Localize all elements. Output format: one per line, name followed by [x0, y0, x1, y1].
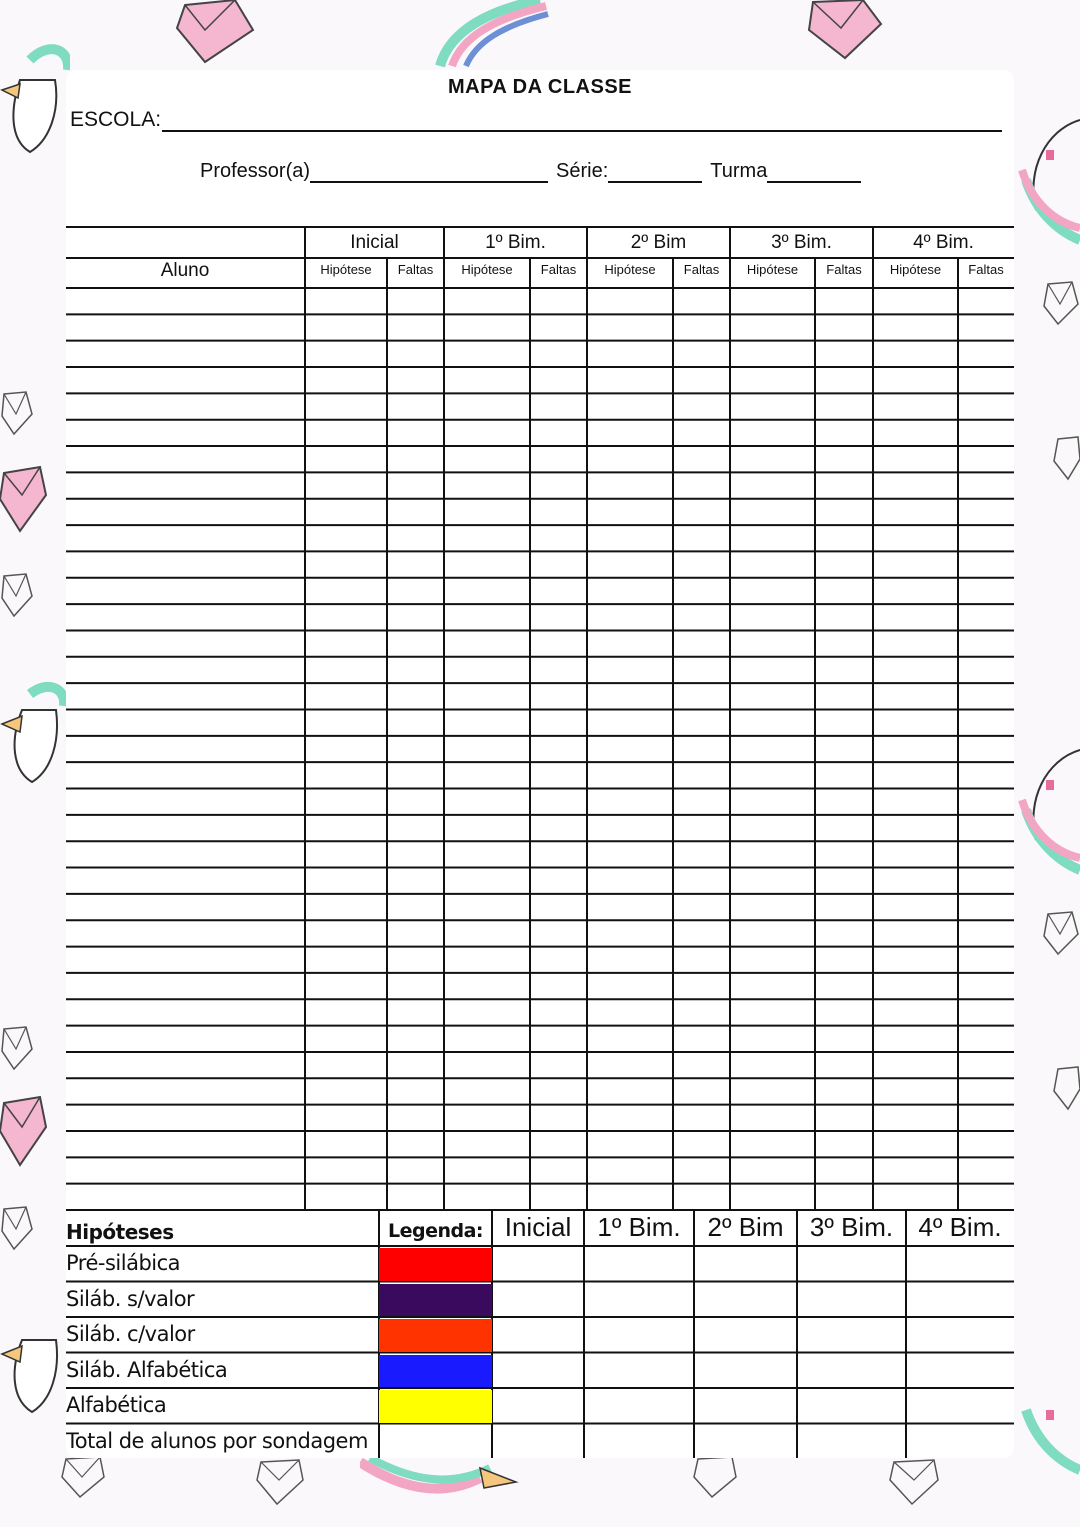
- crystal-icon: [0, 572, 34, 618]
- hypothesis-label: Siláb. c/valor: [66, 1322, 195, 1346]
- period-header: Inicial: [350, 232, 399, 253]
- legend-period-header: Inicial: [504, 1212, 572, 1242]
- period-header: 1º Bim.: [485, 232, 546, 253]
- hypothesis-label: Pré-silábica: [66, 1251, 181, 1275]
- escola-field-line[interactable]: [162, 130, 1002, 132]
- crystal-icon: [255, 1458, 305, 1506]
- serie-label: Série:: [556, 160, 609, 182]
- period-header: 4º Bim.: [913, 232, 974, 253]
- diamond-icon: [805, 0, 885, 60]
- legenda-header: Legenda:: [387, 1220, 484, 1242]
- hipotese-subheader: Hipótese: [889, 262, 942, 277]
- crystal-icon: [1052, 1065, 1080, 1111]
- crystal-icon: [888, 1458, 940, 1506]
- hypothesis-label: Siláb. Alfabética: [66, 1357, 228, 1382]
- crystal-icon: [1042, 280, 1080, 326]
- class-map-sheet: [66, 70, 1014, 1458]
- page-title: MAPA DA CLASSE: [447, 76, 633, 98]
- legend-period-header: 1º Bim.: [597, 1212, 681, 1242]
- faltas-subheader: Faltas: [826, 262, 862, 277]
- hypothesis-label: Alfabética: [66, 1393, 167, 1417]
- crystal-icon: [692, 1455, 738, 1499]
- unicorn-icon: [0, 680, 66, 790]
- crystal-icon: [1052, 435, 1080, 481]
- unicorn-icon: [360, 1458, 520, 1508]
- unicorn-icon: [1016, 110, 1080, 250]
- crystal-icon: [0, 1205, 34, 1251]
- crystal-icon: [0, 390, 34, 436]
- aluno-header: Aluno: [160, 260, 210, 281]
- hipotese-subheader: Hipótese: [461, 262, 513, 277]
- legend-table-grid: [66, 1210, 1014, 1458]
- legend-color-swatch: [379, 1390, 492, 1423]
- crystal-icon: [60, 1455, 106, 1499]
- teacher-info-row: [200, 160, 861, 183]
- unicorn-icon: [1016, 740, 1080, 880]
- hipotese-subheader: Hipótese: [604, 262, 656, 277]
- diamond-icon: [175, 0, 255, 70]
- legend-period-header: 3º Bim.: [809, 1212, 894, 1242]
- crystal-icon: [1042, 910, 1080, 956]
- unicorn-icon: [0, 1310, 66, 1420]
- legend-color-swatch: [379, 1248, 492, 1281]
- escola-label: ESCOLA:: [70, 108, 162, 131]
- serie-field-line[interactable]: [608, 161, 702, 183]
- faltas-subheader: Faltas: [683, 262, 720, 277]
- hipotese-subheader: Hipótese: [746, 262, 799, 277]
- professor-label: Professor(a): [200, 160, 311, 182]
- student-table-grid: [66, 226, 1014, 1212]
- turma-label: Turma: [710, 160, 768, 182]
- turma-field-line[interactable]: [767, 161, 861, 183]
- diamond-icon: [0, 1095, 48, 1170]
- period-header: 3º Bim.: [771, 232, 832, 253]
- legend-color-swatch: [379, 1284, 492, 1317]
- faltas-subheader: Faltas: [968, 262, 1004, 277]
- legend-period-header: 2º Bim: [707, 1212, 784, 1242]
- unicorn-icon: [0, 40, 70, 160]
- legend-period-header: 4º Bim.: [918, 1212, 1002, 1242]
- hipotese-subheader: Hipótese: [320, 262, 372, 277]
- hypothesis-label: Total de alunos por sondagem: [66, 1428, 368, 1453]
- unicorn-icon: [430, 0, 550, 68]
- legend-color-swatch: [379, 1319, 492, 1352]
- crystal-icon: [0, 1025, 34, 1071]
- faltas-subheader: Faltas: [397, 262, 434, 277]
- hipoteses-header: Hipóteses: [66, 1220, 174, 1244]
- professor-field-line[interactable]: [310, 161, 548, 183]
- diamond-icon: [0, 465, 48, 535]
- student-table: [66, 226, 1014, 1212]
- legend-table: [66, 1210, 1014, 1458]
- hypothesis-label: Siláb. s/valor: [66, 1286, 195, 1311]
- period-header: 2º Bim: [630, 232, 687, 253]
- faltas-subheader: Faltas: [540, 262, 577, 277]
- unicorn-icon: [1016, 1370, 1080, 1480]
- legend-color-swatch: [379, 1355, 492, 1388]
